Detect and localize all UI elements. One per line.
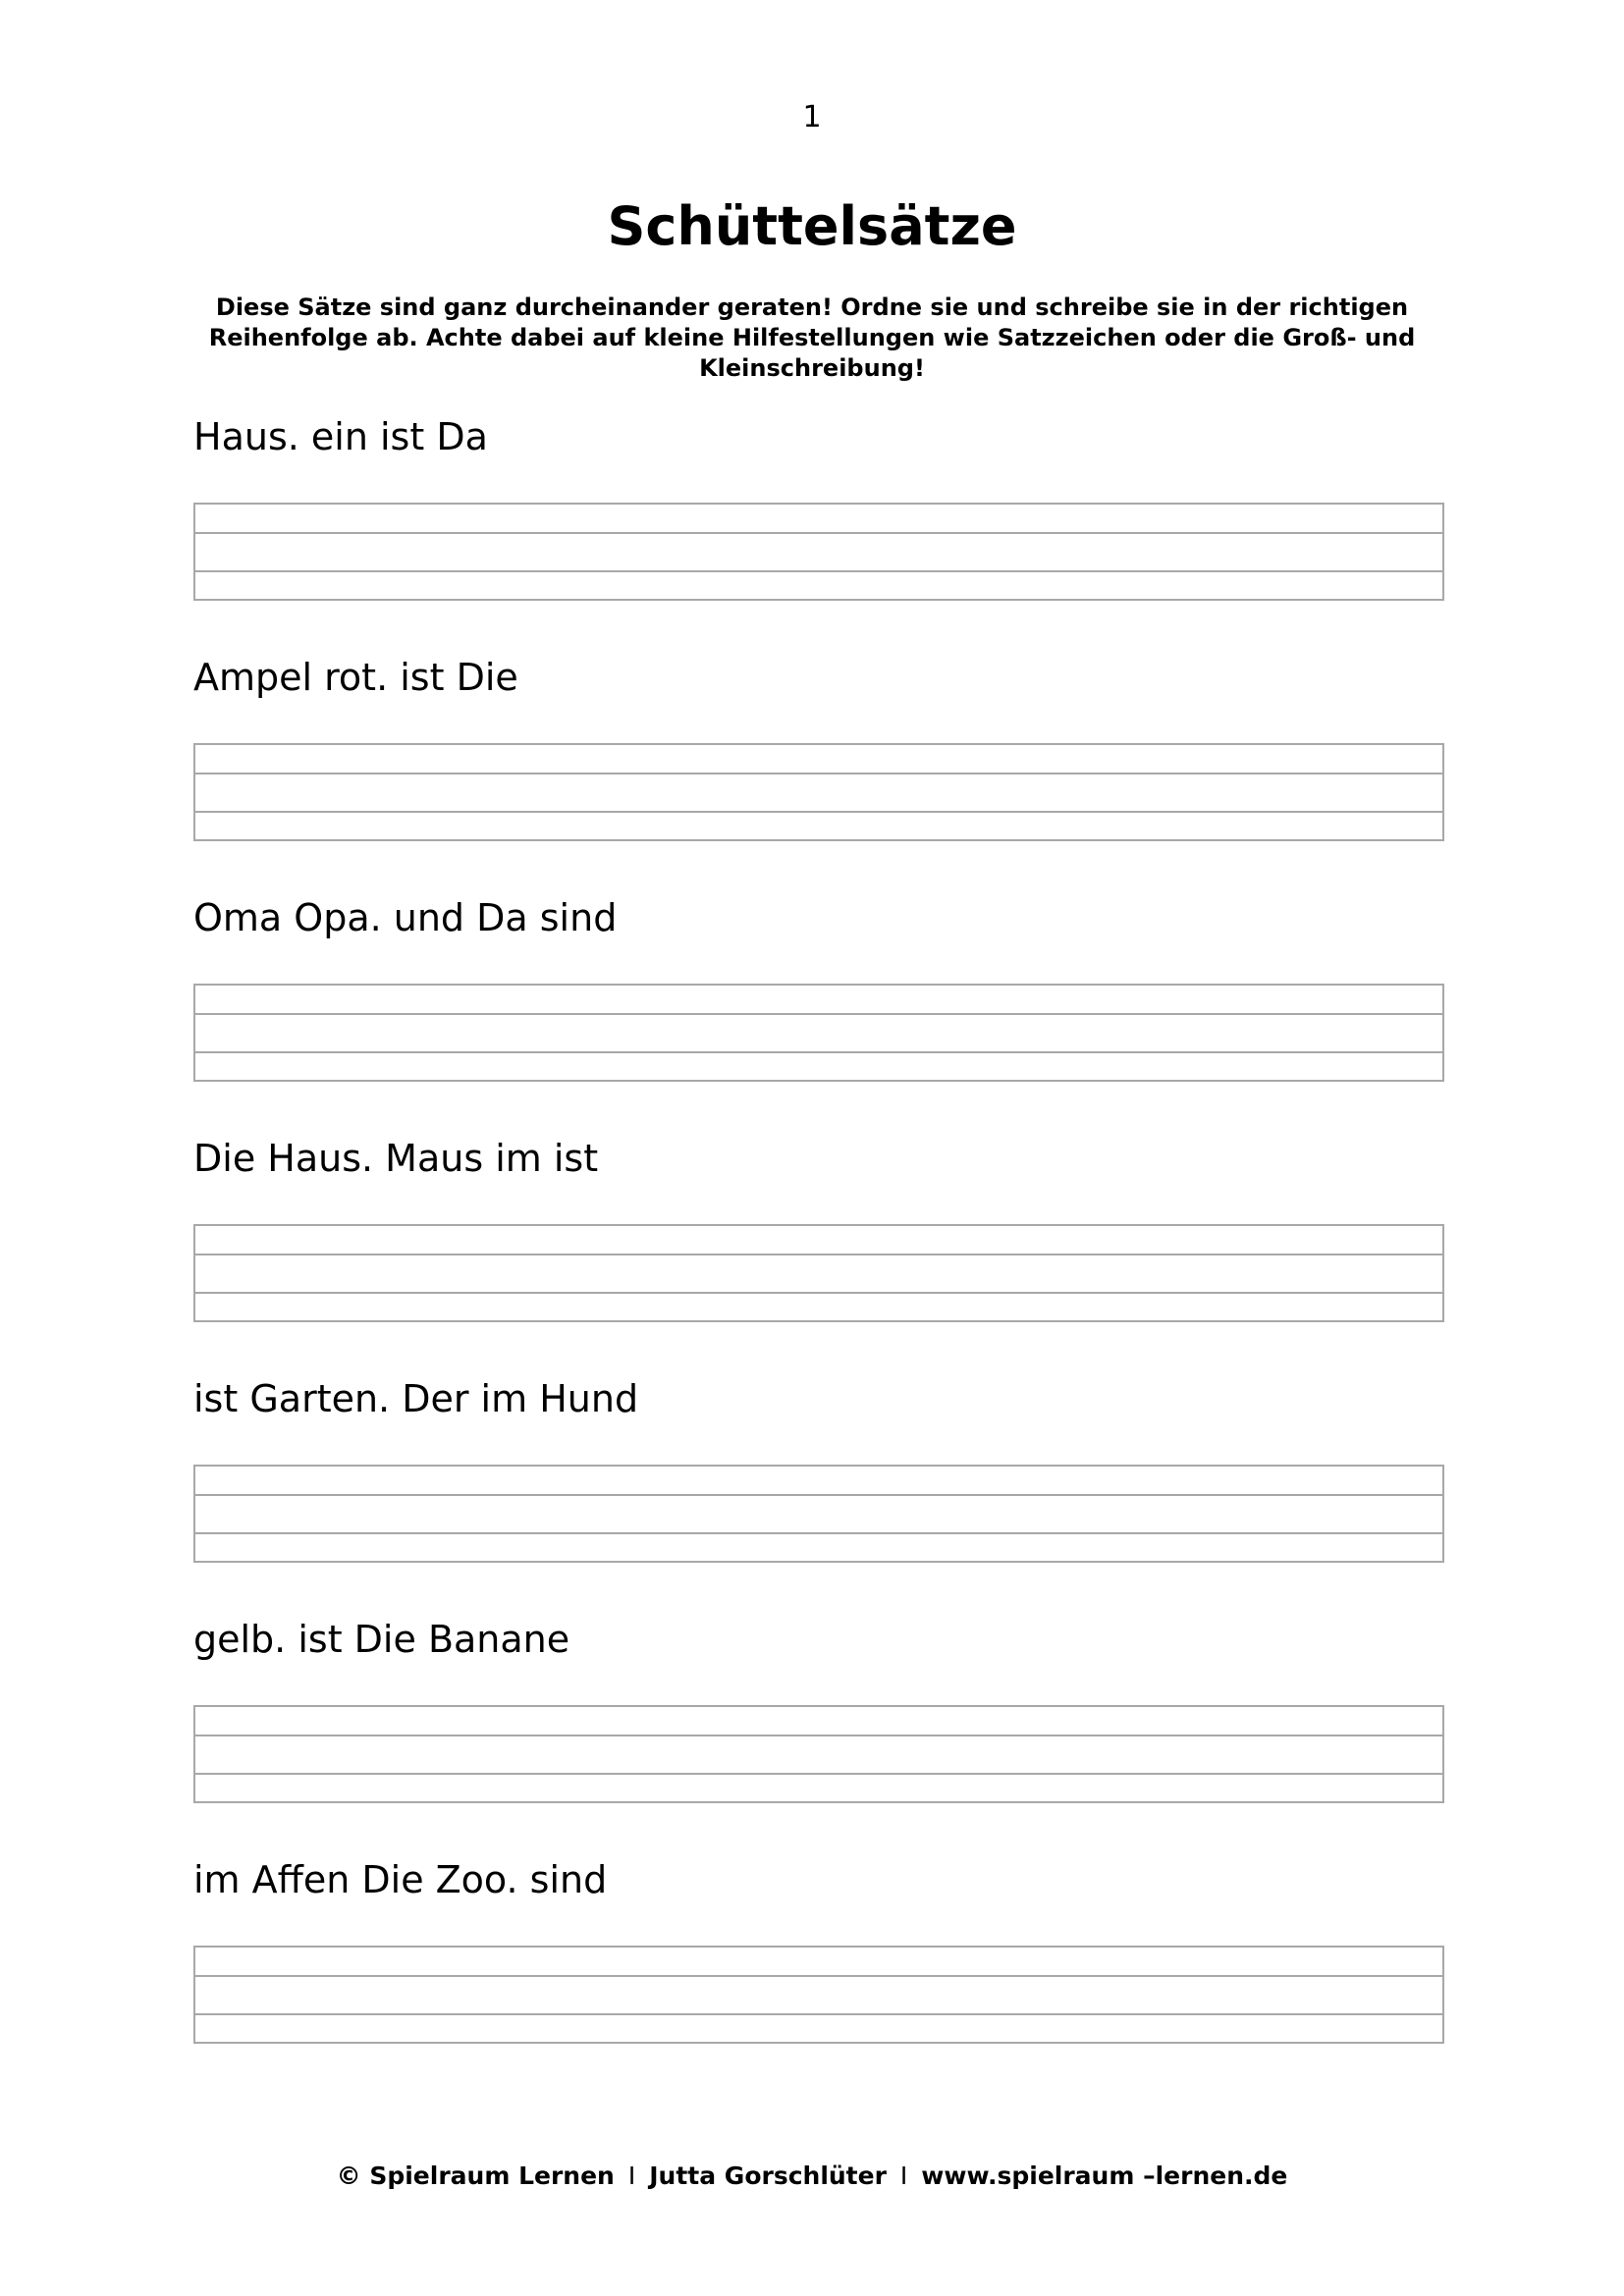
writing-lines [193,984,1444,1082]
writing-lines [193,1705,1444,1803]
scrambled-sentence: Oma Opa. und Da sind [193,896,618,939]
scrambled-sentence: Die Haus. Maus im ist [193,1137,599,1180]
writing-lines [193,743,1444,841]
footer-publisher: © Spielraum Lernen [336,2162,615,2190]
page-title: Schüttelsätze [607,195,1017,257]
scrambled-sentence: im Affen Die Zoo. sind [193,1858,608,1901]
scrambled-sentence: Haus. ein ist Da [193,415,488,458]
writing-lines [193,1465,1444,1563]
footer-author: Jutta Gorschlüter [649,2162,887,2190]
footer-separator: I [899,2162,908,2190]
footer-separator: I [627,2162,636,2190]
instructions-text: Diese Sätze sind ganz durcheinander geraten! Ordne sie und schreibe sie in der richtigen Reihenfolge ab. Achte dabei auf kleine Hilfestellungen wie Satzzeichen oder die Groß- und Kleinschreibung! [208,294,1416,382]
scrambled-sentence: gelb. ist Die Banane [193,1618,570,1661]
writing-lines [193,1224,1444,1322]
scrambled-sentence: ist Garten. Der im Hund [193,1377,639,1420]
page-number: 1 [802,100,822,134]
writing-lines [193,1946,1444,2044]
footer-website: www.spielraum –lernen.de [921,2162,1288,2190]
page-footer [0,2160,1624,2193]
scrambled-sentence: Ampel rot. ist Die [193,656,518,699]
writing-lines [193,503,1444,601]
